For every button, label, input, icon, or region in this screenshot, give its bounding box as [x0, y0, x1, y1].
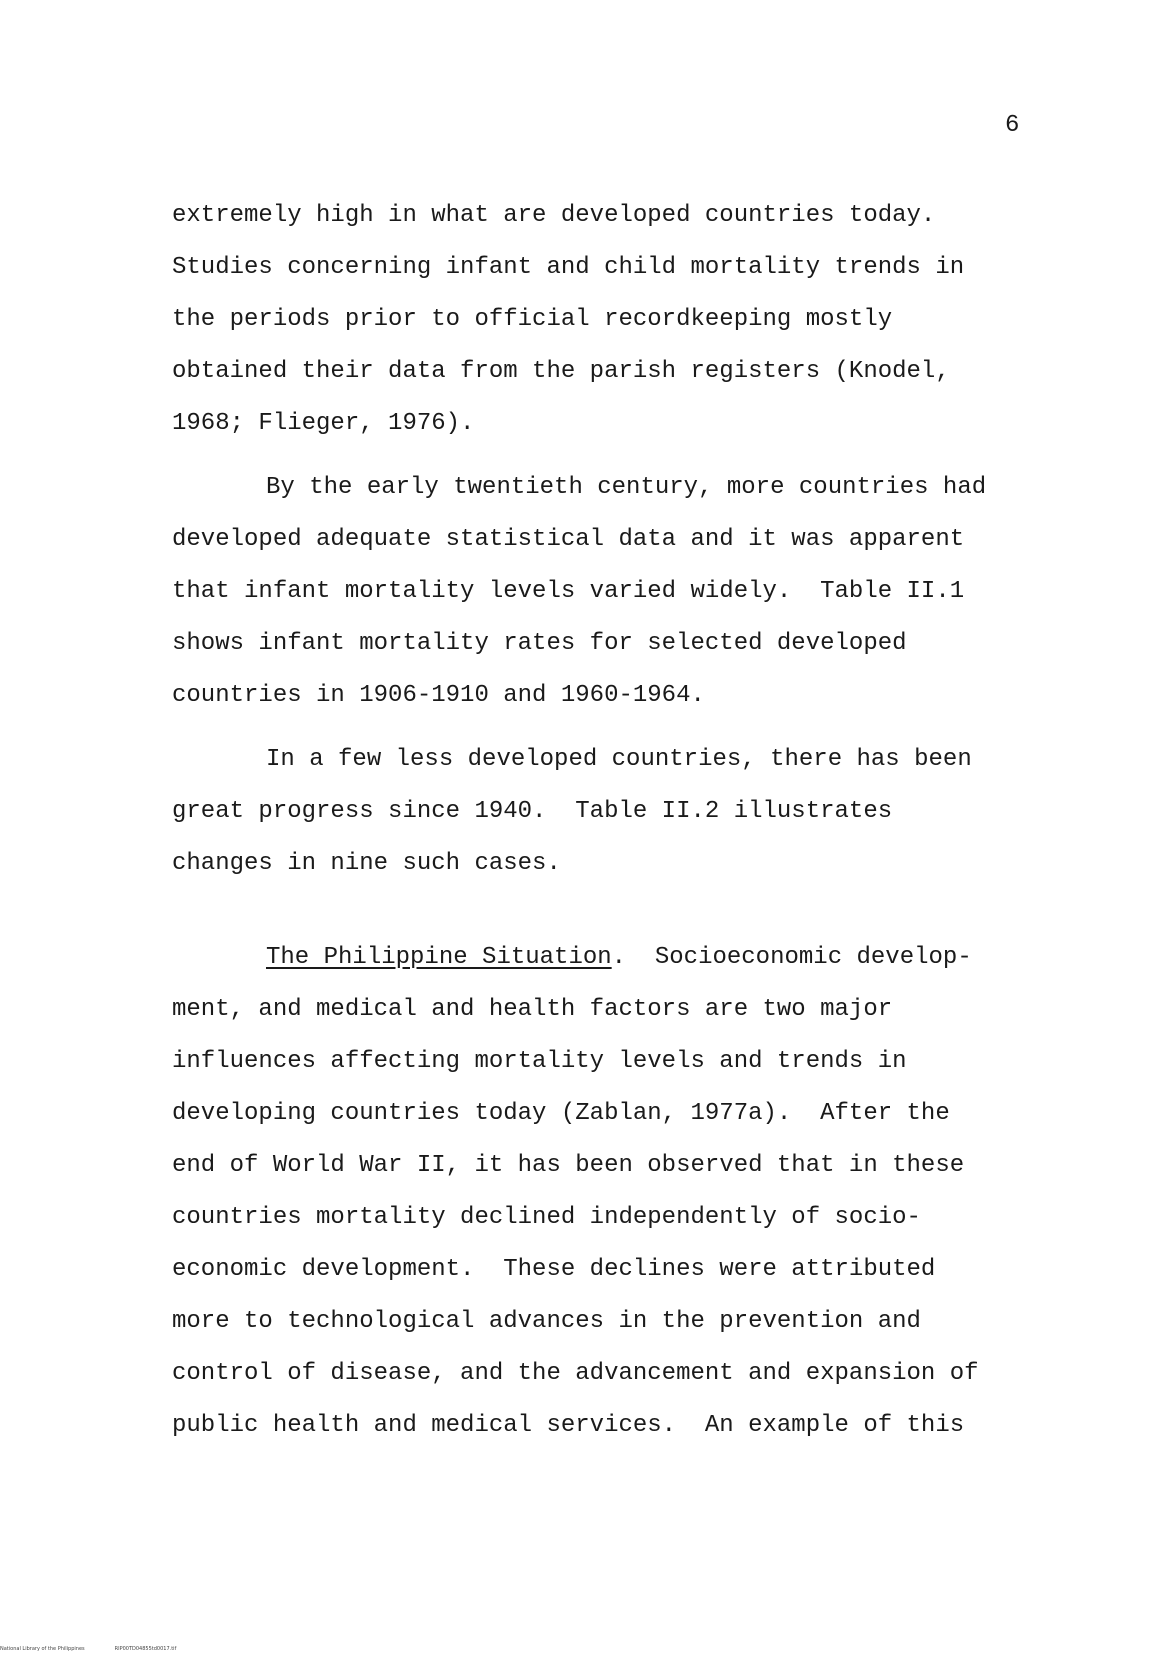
text-line [172, 932, 1072, 984]
footer-library: National Library of the Philippines [0, 1646, 85, 1652]
text-line: extremely high in what are developed countries today. [172, 202, 936, 229]
text-line: ment, and medical and health factors are two major [172, 996, 893, 1023]
paragraph-2 [172, 462, 1072, 722]
text-line: the periods prior to official recordkeeping mostly [172, 306, 893, 333]
text-line: developing countries today (Zablan, 1977a). After the [172, 1100, 950, 1127]
text-line: great progress since 1940. Table II.2 illustrates [172, 798, 893, 825]
scan-footer [0, 1646, 206, 1652]
text-line: that infant mortality levels varied widely. Table II.1 [172, 578, 965, 605]
text-line: By the early twentieth century, more countries had [266, 474, 987, 501]
text-line: public health and medical services. An example of this [172, 1412, 965, 1439]
heading-continuation: . Socioeconomic develop- [611, 944, 972, 971]
paragraph-3 [172, 734, 1072, 890]
text-line: countries in 1906-1910 and 1960-1964. [172, 682, 705, 709]
text-line: developed adequate statistical data and it was apparent [172, 526, 965, 553]
text-line: more to technological advances in the prevention and [172, 1308, 921, 1335]
paragraph-1 [172, 190, 1072, 450]
footer-file-id: RIP00TD04855td0017.tif [114, 1646, 177, 1652]
text-line: shows infant mortality rates for selected developed [172, 630, 907, 657]
text-line: influences affecting mortality levels and trends in [172, 1048, 907, 1075]
section-heading: The Philippine Situation [266, 944, 612, 971]
text-line: obtained their data from the parish registers (Knodel, [172, 358, 950, 385]
paragraph-4 [172, 932, 1072, 1452]
text-line: countries mortality declined independently of socio- [172, 1204, 921, 1231]
page-number: 6 [1005, 112, 1020, 139]
text-line: Studies concerning infant and child mortality trends in [172, 254, 965, 281]
text-line: changes in nine such cases. [172, 850, 561, 877]
text-line: control of disease, and the advancement and expansion of [172, 1360, 979, 1387]
text-line: In a few less developed countries, there has been [266, 746, 972, 773]
text-line: end of World War II, it has been observed that in these [172, 1152, 965, 1179]
text-line: 1968; Flieger, 1976). [172, 410, 475, 437]
text-line: economic development. These declines were attributed [172, 1256, 936, 1283]
